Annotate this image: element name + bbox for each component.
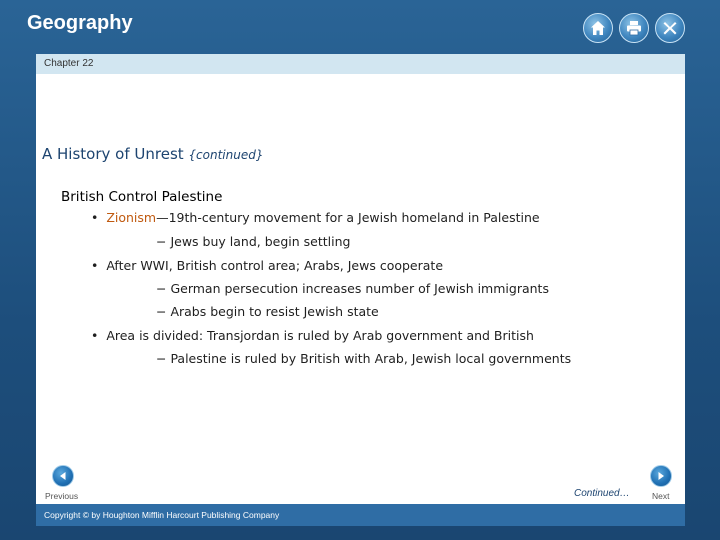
copyright-text: Copyright © by Houghton Mifflin Harcourt Publishing Company: [44, 510, 280, 520]
app-title: Geography: [27, 12, 133, 34]
subheading: British Control Palestine: [61, 189, 223, 205]
slide-content: [36, 74, 685, 504]
list-item-text: After WWI, British control area; Arabs, Jews cooperate: [106, 258, 444, 273]
home-icon[interactable]: [583, 13, 613, 43]
print-icon[interactable]: [619, 13, 649, 43]
list-item-text: − Arabs begin to resist Jewish state: [156, 304, 379, 319]
section-subtitle: {continued}: [188, 148, 264, 162]
list-item: [91, 328, 534, 343]
continued-label: Continued…: [574, 488, 630, 499]
list-item-text: Area is divided: Transjordan is ruled by Arab government and British: [106, 328, 534, 343]
previous-label[interactable]: Previous: [45, 491, 79, 501]
list-item: [156, 234, 350, 249]
list-item: [156, 351, 571, 366]
footer-bar: [36, 504, 685, 526]
next-label[interactable]: Next: [652, 491, 670, 501]
highlight-term: Zionism: [106, 210, 157, 225]
list-item: [91, 210, 540, 225]
chapter-label: Chapter 22: [44, 58, 94, 69]
list-item-text: − Palestine is ruled by British with Arab, Jewish local governments: [156, 351, 572, 366]
bullet-glyph: •: [91, 210, 99, 225]
list-item: [156, 304, 379, 319]
section-title: [42, 145, 264, 163]
list-item-text: − Jews buy land, begin settling: [156, 234, 351, 249]
arrow-right-icon: [655, 470, 667, 482]
list-item-text: − German persecution increases number of Jewish immigrants: [156, 281, 549, 296]
list-item-text: —19th-century movement for a Jewish homeland in Palestine: [156, 210, 540, 225]
chapter-bar: [36, 54, 685, 74]
previous-button[interactable]: [52, 465, 74, 487]
list-item: [156, 281, 549, 296]
bullet-glyph: •: [91, 328, 99, 343]
section-title-text: A History of Unrest: [42, 145, 184, 163]
bullet-glyph: •: [91, 258, 99, 273]
next-button[interactable]: [650, 465, 672, 487]
arrow-left-icon: [57, 470, 69, 482]
top-toolbar: [583, 13, 685, 43]
list-item: [91, 258, 443, 273]
close-icon[interactable]: [655, 13, 685, 43]
